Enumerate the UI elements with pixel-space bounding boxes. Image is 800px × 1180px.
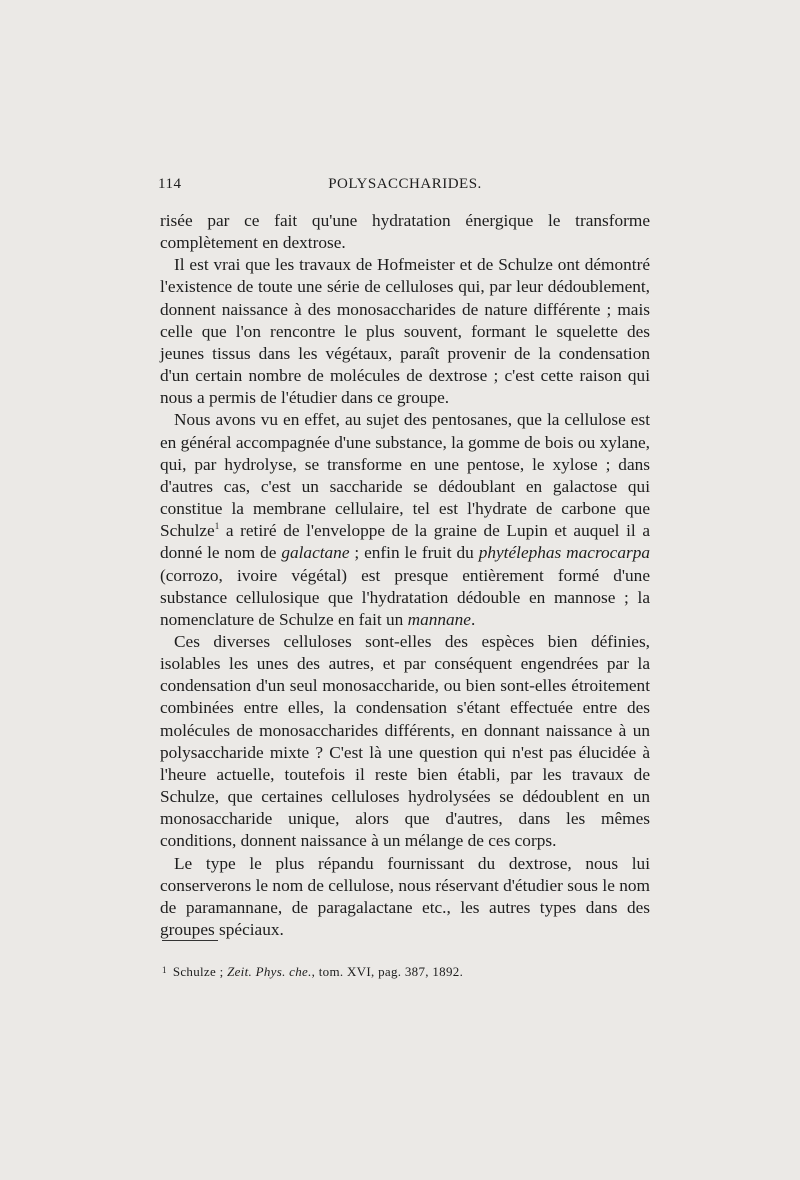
footnote-divider (162, 940, 218, 941)
paragraph-3-part-a: Nous avons vu en effet, au sujet des pentosanes, que la cellulose est en général accompagnée d'une substance, la gomme de bois ou xylane, qui, par hydrolyse, se transforme en une pentose, le xylose ; dans d'autres cas, c'est un saccharide se dédoublant en galactose qui constitue la membrane cellulaire, tel est l'hydrate de carbone que Schulze (160, 410, 650, 541)
term-galactane: galactane (281, 543, 350, 563)
paragraph-3-part-c: ; enfin le fruit du (349, 543, 479, 563)
body-text (160, 210, 650, 941)
paragraph-5: Le type le plus répandu fournissant du dextrose, nous lui conserverons le nom de cellulose, nous réservant d'étudier sous le nom de paramannane, de paragalactane etc., les autres types dans des groupes spéciaux. (160, 853, 650, 939)
paragraph-3 (160, 409, 650, 631)
footnote-journal: Zeit. Phys. che. (227, 964, 312, 979)
running-head (158, 176, 652, 198)
paragraph-3-part-b: a retiré de l'enveloppe de la graine de Lupin et auquel il a donné le nom de (160, 521, 650, 563)
paragraph-4: Ces diverses celluloses sont-elles des espèces bien définies, isolables les unes des autres, et par conséquent engendrées par la condensation d'un seul monosaccharide, ou bien sont-elles étroitement combinées entre elles, la condensation s'étant effectuée entre des molécules de monosaccharides différents, en donnant naissance à un polysaccharide mixte ? C'est là une question qui n'est pas élucidée à l'heure actuelle, toutefois il reste bien établi, par les travaux de Schulze, que certaines celluloses hydrolysées se dédoublent en un monosaccharide unique, alors que d'autres, dans les mêmes conditions, donnent naissance à un mélange de ces corps. (160, 631, 650, 851)
term-mannane: mannane (407, 609, 471, 629)
page-number: 114 (158, 176, 182, 192)
paragraph-3-part-d: (corrozo, ivoire végétal) est presque entièrement formé d'une substance cellulosique que l'hydratation dédouble en mannose ; la nomenclature de Schulze en fait un (160, 565, 650, 629)
footnote-reference: 1 (214, 521, 220, 532)
paragraph-3-part-e: . (470, 609, 476, 629)
paragraph-2: Il est vrai que les travaux de Hofmeister et de Schulze ont démontré l'existence de toute une série de celluloses qui, par leur dédoublement, donnent naissance à des monosaccharides de nature différente ; mais celle que l'on rencontre le plus souvent, formant le squelette des jeunes tissus dans les végétaux, paraît provenir de la condensation d'un certain nombre de molécules de dextrose ; c'est cette raison qui nous a permis de l'étudier dans ce groupe. (160, 255, 650, 408)
footnote-author: Schulze ; (172, 964, 228, 979)
section-title: POLYSACCHARIDES. (328, 176, 482, 192)
paragraph-1: risée par ce fait qu'une hydratation énergique le transforme complètement en dextrose. (160, 211, 650, 253)
footnote-details: , tom. XVI, pag. 387, 1892. (311, 964, 464, 979)
term-phytelephas: phytélephas macrocarpa (478, 543, 650, 563)
footnote (162, 960, 650, 982)
footnote-mark: 1 (162, 965, 167, 975)
